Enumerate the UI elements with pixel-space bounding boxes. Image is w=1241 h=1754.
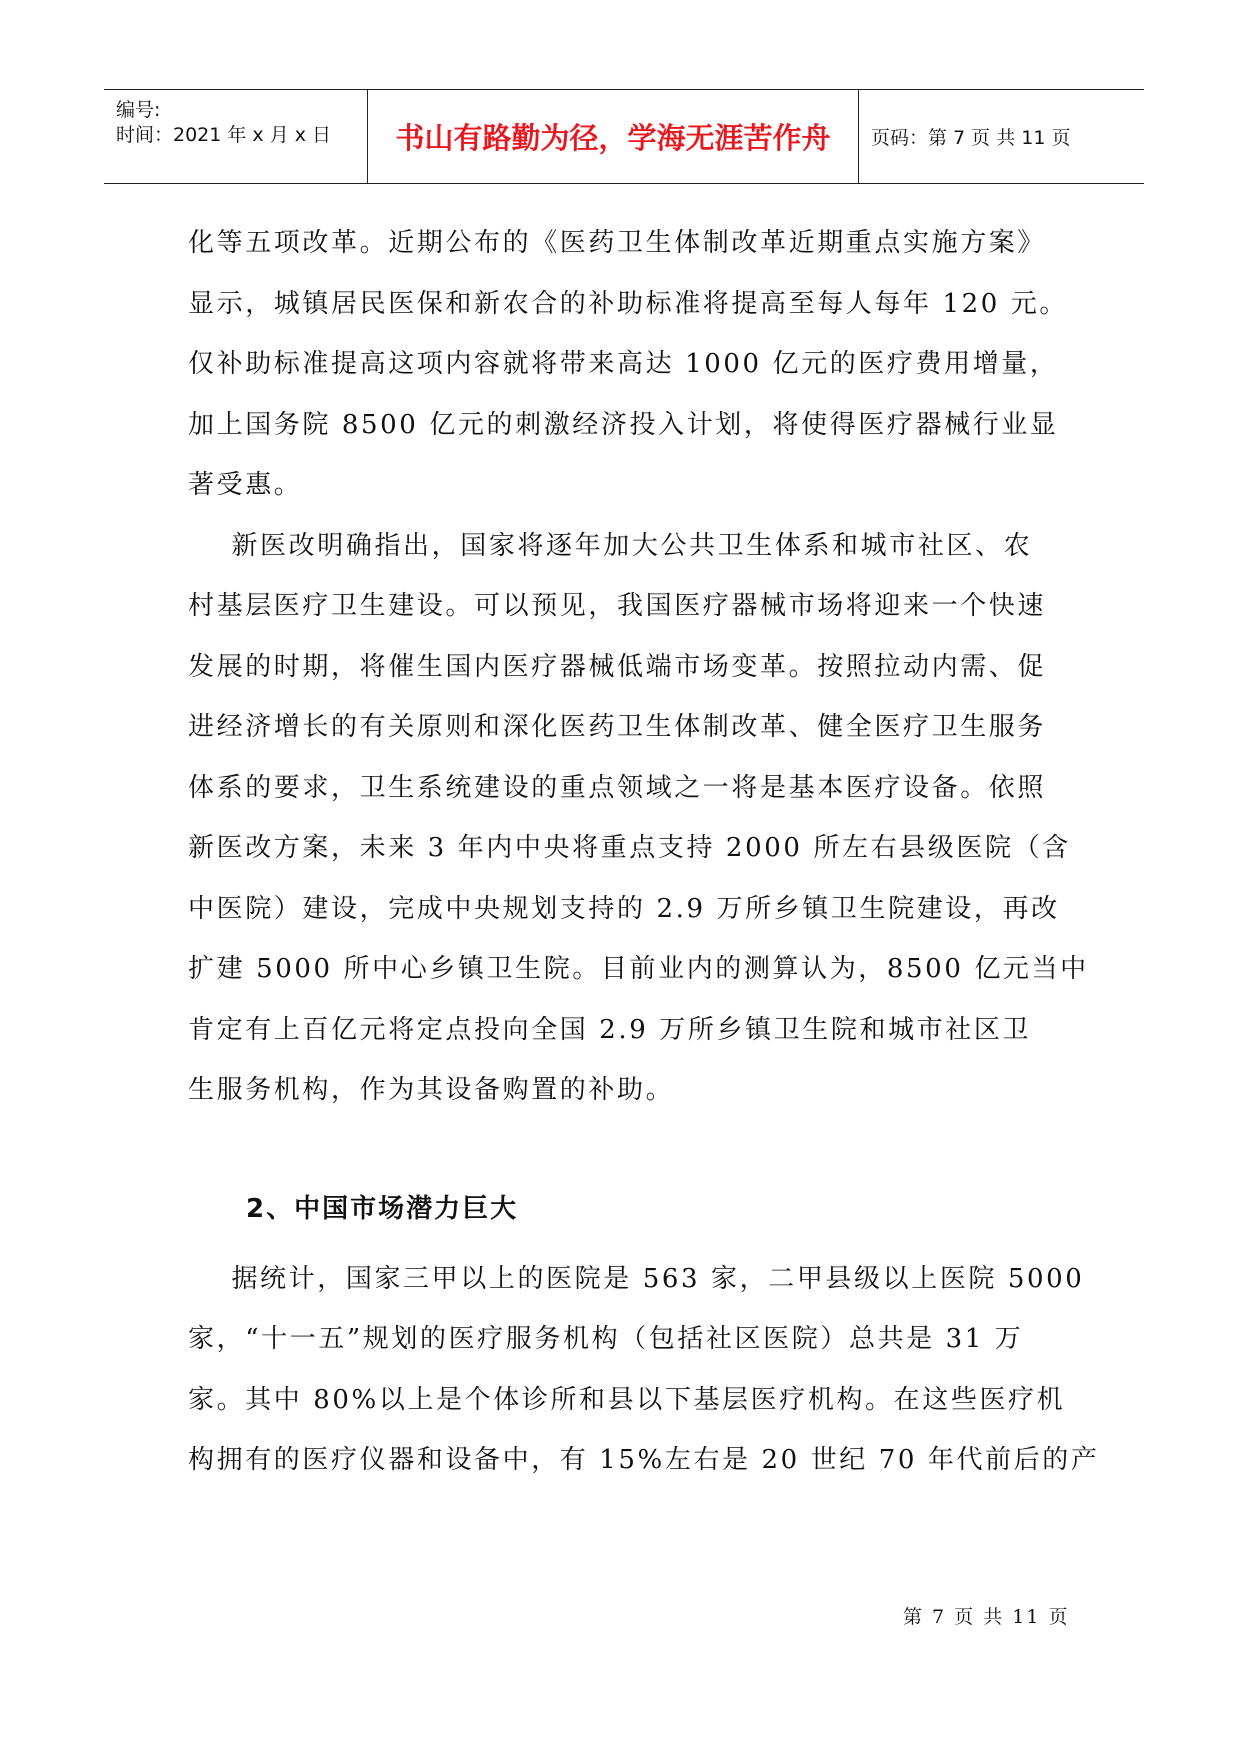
text-line: 发展的时期，将催生国内医疗器械低端市场变革。按照拉动内需、促 (188, 651, 1047, 682)
text-line: 著受惠。 (188, 470, 303, 500)
document-body (188, 213, 1100, 1491)
text-line: 新医改明确指出，国家将逐年加大公共卫生体系和城市社区、农 (188, 530, 1033, 561)
time-label: 时间：2021 年 x 月 x 日 (116, 124, 332, 146)
text-line: 家，“十一五”规划的医疗服务机构（包括社区医院）总共是 31 万 (188, 1324, 1024, 1354)
serial-number-label: 编号: (116, 99, 161, 121)
text-line: 加上国务院 8500 亿元的刺激经济投入计划，将使得医疗器械行业显 (188, 409, 1059, 440)
spacer (188, 1239, 1058, 1249)
text-line: 显示，城镇居民医保和新农合的补助标准将提高至每人每年 120 元。 (188, 288, 1068, 319)
text-line: 体系的要求，卫生系统建设的重点领域之一将是基本医疗设备。依照 (188, 772, 1047, 803)
document-header (104, 89, 1144, 184)
text-line: 化等五项改革。近期公布的《医药卫生体制改革近期重点实施方案》 (188, 228, 1047, 258)
text-line: 据统计，国家三甲以上的医院是 563 家，二甲县级以上医院 5000 (188, 1263, 1085, 1294)
header-meta-cell (104, 90, 368, 183)
paragraph-2 (188, 516, 1089, 1121)
text-line: 进经济增长的有关原则和深化医药卫生体制改革、健全医疗卫生服务 (188, 712, 1047, 742)
text-line: 扩建 5000 所中心乡镇卫生院。目前业内的测算认为，8500 亿元当中 (188, 954, 1089, 984)
page-footer: 第 7 页 共 11 页 (903, 1606, 1070, 1628)
text-line: 中医院）建设，完成中央规划支持的 2.9 万所乡镇卫生院建设，再改 (188, 893, 1060, 924)
paragraph-3 (188, 1249, 1100, 1491)
text-line: 构拥有的医疗仪器和设备中，有 15%左右是 20 世纪 70 年代前后的产 (188, 1445, 1100, 1475)
text-line: 生服务机构，作为其设备购置的补助。 (188, 1075, 675, 1105)
header-page-label: 页码：第 7 页 共 11 页 (871, 127, 1071, 149)
text-line: 新医改方案，未来 3 年内中央将重点支持 2000 所左右县级医院（含 (188, 833, 1071, 863)
text-line: 村基层医疗卫生建设。可以预见，我国医疗器械市场将迎来一个快速 (188, 591, 1047, 621)
text-line: 家。其中 80%以上是个体诊所和县以下基层医疗机构。在这些医疗机 (188, 1384, 1066, 1415)
spacer (188, 1121, 1058, 1179)
text-line: 仅补助标准提高这项内容就将带来高达 1000 亿元的医疗费用增量， (188, 349, 1059, 379)
paragraph-1 (188, 213, 1068, 516)
section-heading: 2、中国市场潜力巨大 (246, 1193, 519, 1224)
text-line: 肯定有上百亿元将定点投向全国 2.9 万所乡镇卫生院和城市社区卫 (188, 1014, 1032, 1045)
header-motto: 书山有路勤为径，学海无涯苦作舟 (368, 90, 859, 183)
